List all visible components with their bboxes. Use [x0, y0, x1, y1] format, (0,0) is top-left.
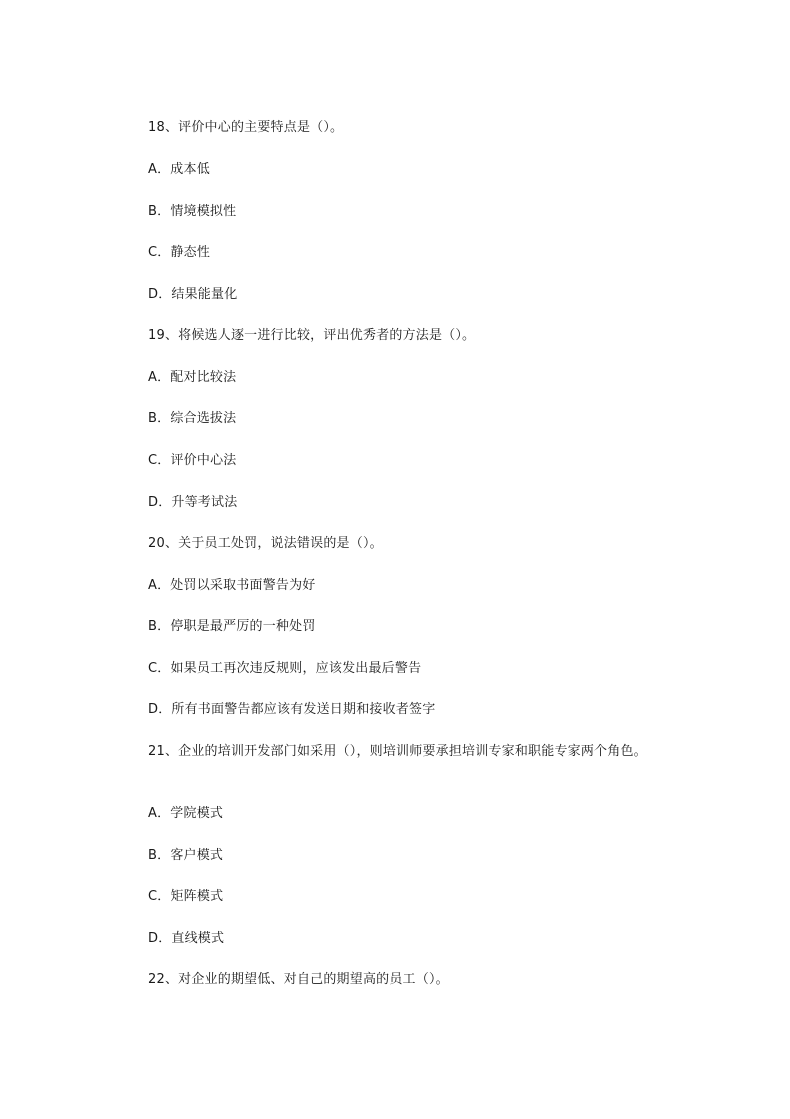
question-19-stem: 19、将候选人逐一进行比较，评出优秀者的方法是（）。	[148, 328, 476, 343]
question-18-stem: 18、评价中心的主要特点是（）。	[148, 120, 344, 135]
question-20-option-c: C．如果员工再次违反规则，应该发出最后警告	[148, 661, 422, 676]
question-19-option-a: A．配对比较法	[148, 370, 237, 385]
question-20-option-d: D．所有书面警告都应该有发送日期和接收者签字	[148, 702, 436, 717]
question-18-option-a: A．成本低	[148, 162, 210, 177]
question-19-option-d: D．升等考试法	[148, 495, 238, 510]
question-21-option-a: A．学院模式	[148, 806, 224, 821]
question-18-option-c: C．静态性	[148, 245, 211, 260]
question-22-stem: 22、对企业的期望低、对自己的期望高的员工（）。	[148, 972, 449, 987]
question-18-option-d: D．结果能量化	[148, 287, 238, 302]
question-21-option-d: D．直线模式	[148, 931, 225, 946]
question-21-option-b: B．客户模式	[148, 848, 224, 863]
question-20-option-b: B．停职是最严厉的一种处罚	[148, 619, 316, 634]
question-19-option-c: C．评价中心法	[148, 453, 237, 468]
question-20-option-a: A．处罚以采取书面警告为好	[148, 578, 316, 593]
question-21-option-c: C．矩阵模式	[148, 889, 224, 904]
question-18-option-b: B．情境模拟性	[148, 204, 237, 219]
question-19-option-b: B．综合选拔法	[148, 411, 237, 426]
question-21-stem: 21、企业的培训开发部门如采用（），则培训师要承担培训专家和职能专家两个角色。	[148, 744, 647, 759]
question-20-stem: 20、关于员工处罚，说法错误的是（）。	[148, 536, 383, 551]
